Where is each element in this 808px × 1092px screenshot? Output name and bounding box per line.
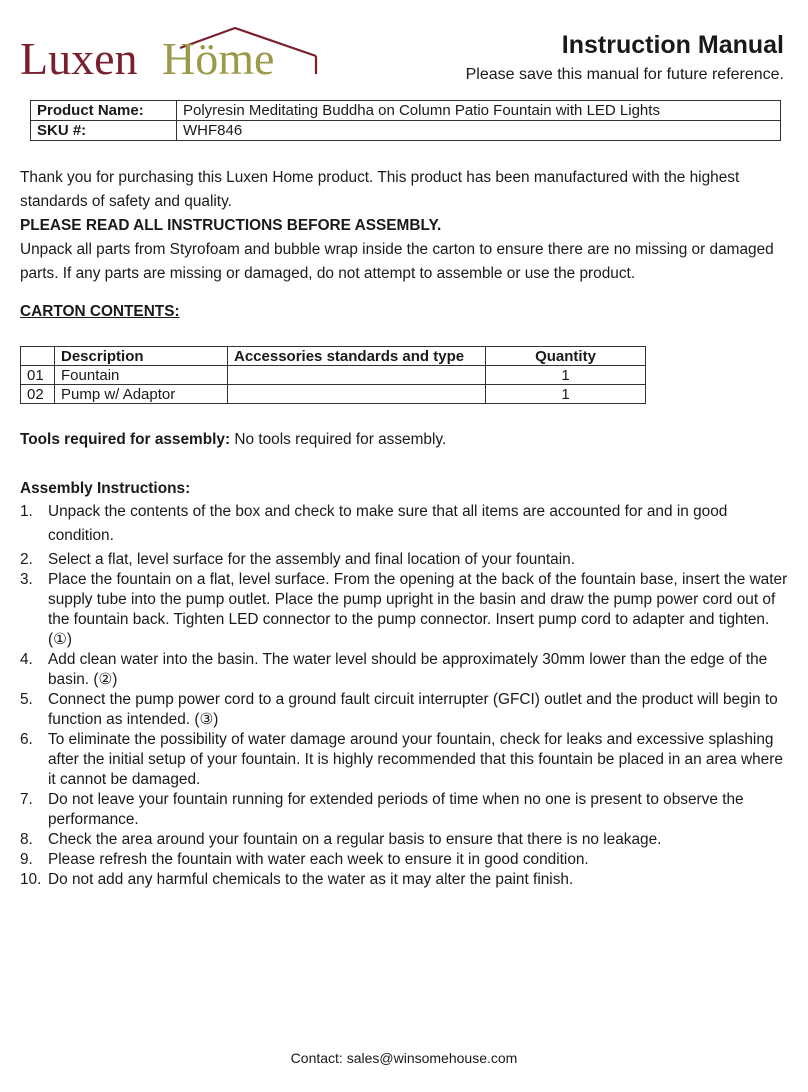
contact-footer: Contact: sales@winsomehouse.com [290, 1050, 518, 1066]
product-name-row [31, 101, 781, 121]
row-accessories [228, 385, 486, 404]
header [466, 30, 784, 86]
brand-logo [20, 22, 320, 84]
step-number: 5. [20, 691, 33, 708]
product-name-value: Polyresin Meditating Buddha on Column Patio Fountain with LED Lights [177, 101, 781, 121]
list-item [20, 500, 792, 548]
step-number: 8. [20, 831, 33, 848]
list-item [20, 570, 792, 650]
step-number: 10. [20, 871, 42, 888]
row-description: Pump w/ Adaptor [55, 385, 228, 404]
carton-contents-heading: CARTON CONTENTS: [20, 303, 180, 320]
list-item [20, 690, 792, 730]
page-title: Instruction Manual [561, 31, 784, 59]
tools-value: No tools required for assembly. [230, 431, 447, 448]
thank-you-text: Thank you for purchasing this Luxen Home product. This product has been manufactured with the highest standards of safety and quality. [20, 169, 740, 210]
list-item [20, 650, 792, 690]
logo-word-luxen: Luxen [20, 33, 138, 84]
tools-label: Tools required for assembly: [20, 431, 231, 448]
row-quantity: 1 [486, 366, 646, 385]
assembly-steps [20, 500, 792, 890]
step-text: Do not leave your fountain running for extended periods of time when no one is present to observe the performance. [48, 791, 744, 828]
step-text: To eliminate the possibility of water damage around your fountain, check for leaks and excessive splashing after the initial setup of your fountain. It is highly recommended that this fountain be placed in an area where it cannot be damaged. [48, 731, 783, 788]
step-number: 1. [20, 503, 33, 520]
product-info-table [30, 100, 781, 141]
step-text: Select a flat, level surface for the assembly and final location of your fountain. [48, 551, 575, 568]
product-name-label: Product Name: [31, 101, 177, 121]
assembly-heading: Assembly Instructions: [20, 480, 191, 497]
step-number: 2. [20, 551, 33, 568]
logo-word-home: Höme [162, 33, 275, 84]
header-description: Description [55, 347, 228, 366]
row-index: 01 [21, 366, 55, 385]
step-number: 7. [20, 791, 33, 808]
step-text: Connect the pump power cord to a ground fault circuit interrupter (GFCI) outlet and the product will begin to function as intended. (③) [48, 691, 778, 728]
list-item [20, 790, 792, 830]
row-quantity: 1 [486, 385, 646, 404]
list-item [20, 850, 792, 870]
step-text: Add clean water into the basin. The water level should be approximately 30mm lower than the edge of the basin. (②) [48, 651, 768, 688]
step-text: Unpack the contents of the box and check to make sure that all items are accounted for and in good condition. [48, 503, 728, 544]
intro-section [20, 166, 792, 324]
step-text: Place the fountain on a flat, level surface. From the opening at the back of the fountain base, insert the water supply tube into the pump outlet. Place the pump upright in the basin and draw the pump power cord out of the fountain back. Tighten LED connector to the pump connector. Insert pump cord to adapter and tighten. (①) [48, 571, 788, 648]
list-item [20, 830, 792, 850]
table-header-row [21, 347, 646, 366]
step-number: 4. [20, 651, 33, 668]
sku-value: WHF846 [177, 121, 781, 141]
carton-contents-table [20, 346, 646, 404]
step-text: Do not add any harmful chemicals to the water as it may alter the paint finish. [48, 871, 574, 888]
read-notice: PLEASE READ ALL INSTRUCTIONS BEFORE ASSEMBLY. [20, 217, 442, 234]
row-accessories [228, 366, 486, 385]
table-row [21, 366, 646, 385]
table-row [21, 385, 646, 404]
list-item [20, 870, 792, 890]
sku-row [31, 121, 781, 141]
list-item [20, 550, 792, 570]
step-text: Please refresh the fountain with water each week to ensure it in good condition. [48, 851, 589, 868]
tools-required [20, 429, 446, 451]
header-index [21, 347, 55, 366]
step-number: 3. [20, 571, 33, 588]
step-number: 9. [20, 851, 33, 868]
list-item [20, 730, 792, 790]
header-quantity: Quantity [486, 347, 646, 366]
row-index: 02 [21, 385, 55, 404]
row-description: Fountain [55, 366, 228, 385]
step-number: 6. [20, 731, 33, 748]
step-text: Check the area around your fountain on a regular basis to ensure that there is no leakage. [48, 831, 662, 848]
page-subtitle: Please save this manual for future reference. [465, 66, 784, 83]
unpack-text: Unpack all parts from Styrofoam and bubble wrap inside the carton to ensure there are no missing or damaged parts. If any parts are missing or damaged, do not attempt to assemble or use the product. [20, 241, 774, 282]
header-accessories: Accessories standards and type [228, 347, 486, 366]
sku-label: SKU #: [31, 121, 177, 141]
luxen-home-logo [20, 22, 320, 84]
